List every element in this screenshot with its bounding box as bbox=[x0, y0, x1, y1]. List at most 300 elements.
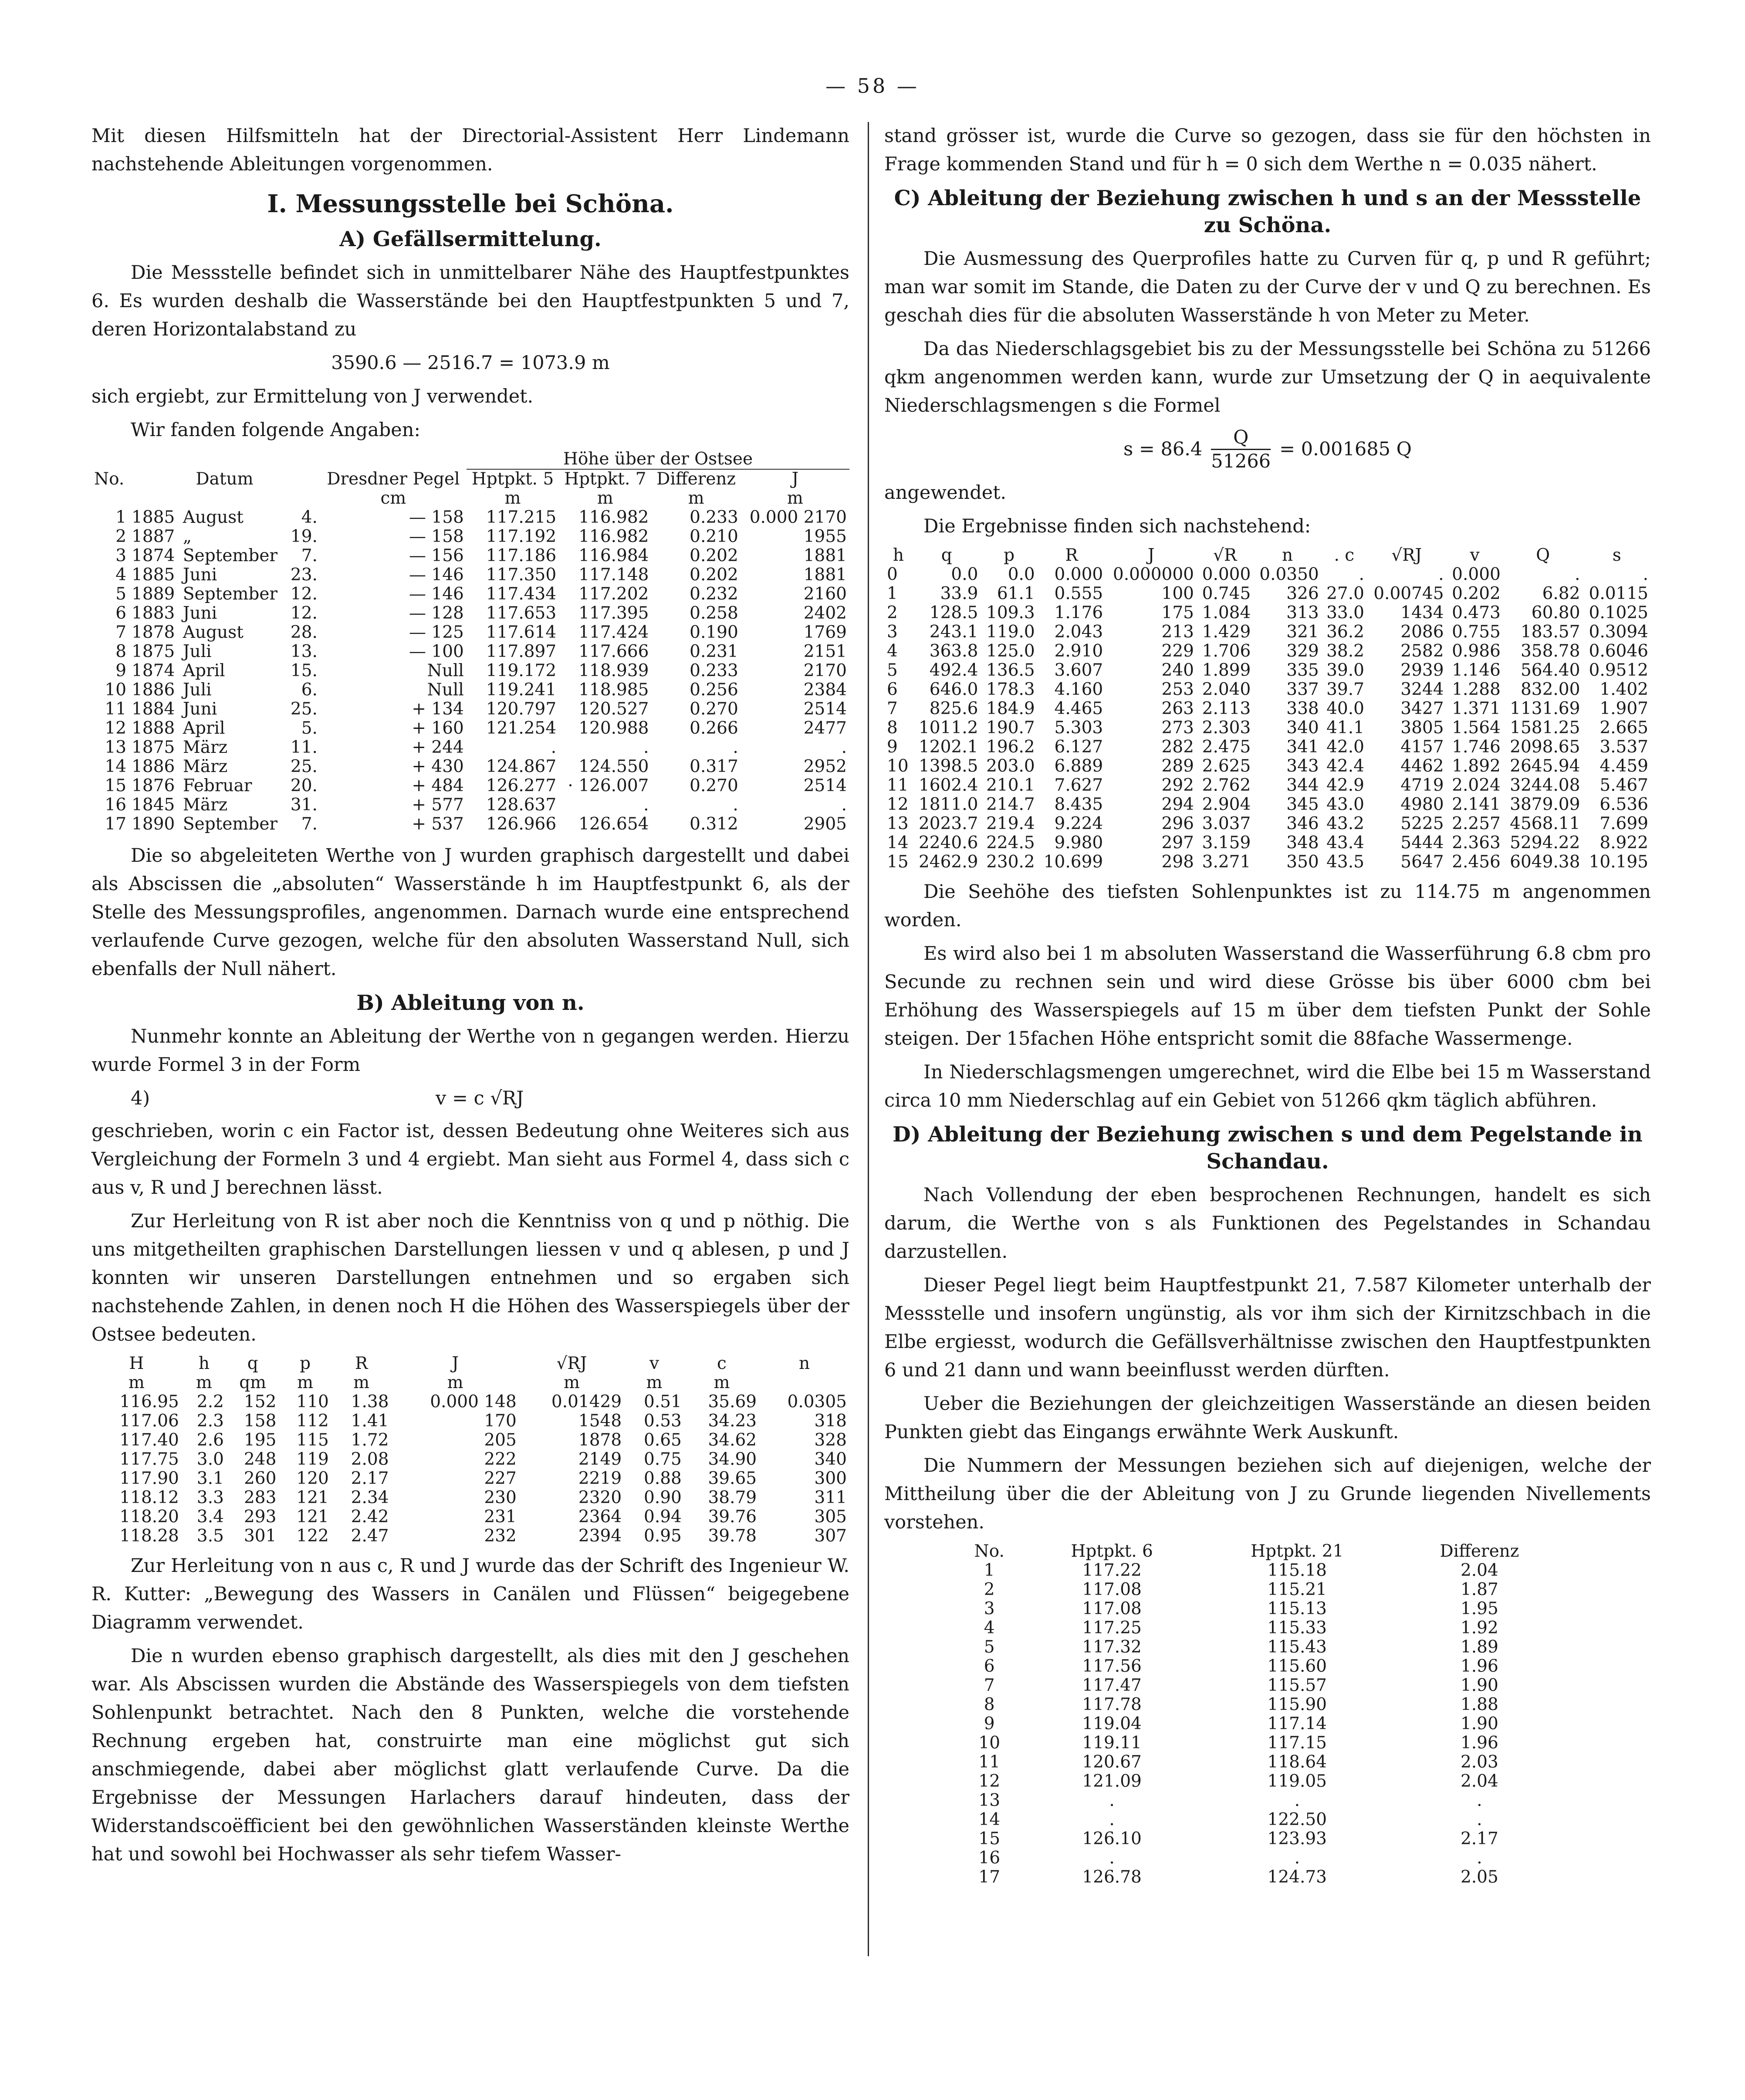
table-cell: 6. bbox=[301, 680, 318, 700]
table-cell: 17 bbox=[105, 814, 127, 834]
table-header: n bbox=[798, 1354, 810, 1373]
table-cell: 61.1 bbox=[997, 584, 1035, 603]
table-cell: 0.000 bbox=[1452, 565, 1501, 584]
table-cell: 2939 bbox=[1400, 660, 1444, 680]
table-row bbox=[91, 661, 849, 681]
table-cell: 9 bbox=[887, 737, 898, 757]
table-cell: 195 bbox=[243, 1430, 277, 1450]
table-cell: 0.3094 bbox=[1589, 622, 1648, 642]
table-cell: 116.982 bbox=[578, 508, 649, 527]
table-cell: 0.1025 bbox=[1589, 603, 1648, 623]
table-cell: 2.456 bbox=[1452, 852, 1501, 872]
table-cell: 42.9 bbox=[1326, 776, 1364, 795]
table-header: m bbox=[714, 1373, 730, 1392]
table-unit: m bbox=[597, 488, 613, 508]
table-cell: 329 bbox=[1286, 641, 1319, 661]
table-cell: 117.614 bbox=[486, 623, 557, 642]
table-cell: 5444 bbox=[1400, 833, 1444, 853]
table-cell: 214.7 bbox=[986, 795, 1035, 814]
table-cell: 5. bbox=[301, 718, 318, 738]
table-row bbox=[91, 1431, 849, 1450]
table-cell: September bbox=[183, 814, 278, 834]
table-cell: 0.986 bbox=[1452, 641, 1501, 661]
paragraph: Die so abgeleiteten Werthe von J wurden graphisch dargestellt und dabei als Abscissen die „absoluten“ Wasserstände h im Hauptfestpunkt 6, als der Stelle des Messungsprofiles, angenommen. Darnach wurde eine entsprechend verlaufende Curve gezogen, welche für den absoluten Wasserstand Null, sich ebenfalls der Null nähert. bbox=[91, 845, 849, 980]
table-cell: 119.172 bbox=[486, 661, 557, 681]
table-cell: März bbox=[183, 757, 228, 776]
table-row bbox=[954, 1849, 1564, 1868]
table-cell: 2160 bbox=[803, 584, 847, 604]
table-cell: 2.257 bbox=[1452, 814, 1501, 833]
table-cell: 338 bbox=[1286, 699, 1319, 718]
table-cell: 5.303 bbox=[1054, 718, 1103, 738]
table-cell: 0.000 2170 bbox=[749, 508, 847, 527]
table-cell: 10.699 bbox=[1043, 852, 1103, 872]
table-cell: 34.62 bbox=[708, 1430, 757, 1450]
table-cell: 117.08 bbox=[1082, 1580, 1142, 1599]
table-cell: 118.64 bbox=[1267, 1752, 1327, 1772]
table-row bbox=[91, 757, 849, 776]
table-row bbox=[884, 718, 1651, 738]
table-cell: Februar bbox=[183, 776, 252, 796]
table-unit: m bbox=[787, 488, 803, 508]
table-header: qm bbox=[239, 1373, 267, 1392]
table-row bbox=[91, 508, 849, 527]
table-cell: 4.160 bbox=[1054, 680, 1103, 699]
table-cell: 6.127 bbox=[1054, 737, 1103, 757]
table-cell: 122 bbox=[296, 1526, 329, 1546]
table-cell: 2.303 bbox=[1202, 718, 1251, 738]
table-cell: 2086 bbox=[1400, 622, 1444, 642]
table-cell: . bbox=[643, 795, 649, 815]
table-cell: + 577 bbox=[412, 795, 464, 815]
table-cell: 2.910 bbox=[1054, 641, 1103, 661]
table-cell: 115.43 bbox=[1267, 1637, 1327, 1657]
table-cell: 1.429 bbox=[1202, 622, 1251, 642]
table-cell: 229 bbox=[1161, 641, 1194, 661]
table-cell: 230 bbox=[484, 1488, 517, 1507]
table-cell: 2 bbox=[984, 1580, 995, 1599]
table-cell: 119.241 bbox=[486, 680, 557, 700]
table-cell: 117.424 bbox=[578, 623, 649, 642]
table-cell: 117.47 bbox=[1082, 1676, 1142, 1695]
table-cell: 832.00 bbox=[1520, 680, 1580, 699]
table-cell: 1.92 bbox=[1460, 1618, 1498, 1638]
table-row bbox=[954, 1734, 1564, 1753]
table-cell: — 156 bbox=[409, 546, 464, 566]
table-cell: 190.7 bbox=[986, 718, 1035, 738]
table-cell: 350 bbox=[1286, 852, 1319, 872]
table-cell: 35.69 bbox=[708, 1392, 757, 1412]
table-cell: 222 bbox=[484, 1450, 517, 1469]
table-row bbox=[884, 680, 1651, 699]
table-cell: 128.5 bbox=[929, 603, 978, 623]
table-cell: 3.159 bbox=[1202, 833, 1251, 853]
table-cell: 5 bbox=[115, 584, 127, 604]
table-cell: 39.7 bbox=[1326, 680, 1364, 699]
table-cell: 120.527 bbox=[578, 699, 649, 719]
table-row bbox=[91, 681, 849, 700]
table-cell: 3.3 bbox=[196, 1488, 224, 1507]
table-row bbox=[954, 1657, 1564, 1676]
table-cell: 2151 bbox=[803, 642, 847, 661]
table-cell: 1.95 bbox=[1460, 1599, 1498, 1619]
table-cell: . bbox=[1359, 565, 1364, 584]
table-cell: 3.607 bbox=[1054, 660, 1103, 680]
formula-right: = 0.001685 Q bbox=[1279, 438, 1412, 460]
table-cell: 232 bbox=[484, 1526, 517, 1546]
table-cell: 307 bbox=[814, 1526, 847, 1546]
table-cell: 0.231 bbox=[690, 642, 738, 661]
table-row bbox=[91, 1488, 849, 1507]
table-cell: 2.04 bbox=[1460, 1771, 1498, 1791]
table-cell: 2384 bbox=[803, 680, 847, 700]
table-row bbox=[954, 1753, 1564, 1772]
left-column bbox=[91, 122, 849, 1874]
table-cell: 25. bbox=[290, 757, 318, 776]
table-cell: 6049.38 bbox=[1510, 852, 1580, 872]
table-cell: 0.90 bbox=[644, 1488, 682, 1507]
table-cell: 2219 bbox=[578, 1469, 622, 1488]
table-cell: 3 bbox=[115, 546, 127, 566]
table-cell: 0.01429 bbox=[551, 1392, 622, 1412]
table-cell: 9 bbox=[115, 661, 127, 681]
table-cell: 294 bbox=[1161, 795, 1194, 814]
table-cell: 2.475 bbox=[1202, 737, 1251, 757]
table-cell: 0.0 bbox=[951, 565, 978, 584]
table-cell: 121 bbox=[296, 1507, 329, 1527]
table-cell: 117.32 bbox=[1082, 1637, 1142, 1657]
paragraph: geschrieben, worin c ein Factor ist, dessen Bedeutung ohne Weiteres sich aus Vergleichung der Formeln 3 und 4 ergiebt. Man sieht aus Formel 4, dass sich c aus v, R und J berechnen lässt. bbox=[91, 1120, 849, 1199]
table-cell: 1874 bbox=[132, 546, 175, 566]
formula-denominator: 51266 bbox=[1211, 450, 1271, 472]
table-cell: 125.0 bbox=[986, 641, 1035, 661]
table-cell: 43.4 bbox=[1326, 833, 1364, 853]
table-cell: 42.4 bbox=[1326, 756, 1364, 776]
table-cell: + 244 bbox=[412, 738, 464, 757]
table-cell: 2402 bbox=[803, 603, 847, 623]
table-header: √R bbox=[1213, 545, 1237, 565]
table-header: Dresdner Pegel bbox=[327, 469, 460, 489]
table-cell: 1874 bbox=[132, 661, 175, 681]
table-cell: 263 bbox=[1161, 699, 1194, 718]
table-cell: 1884 bbox=[132, 699, 175, 719]
table-cell: 0.000 bbox=[1202, 565, 1251, 584]
table-row bbox=[91, 604, 849, 623]
table-cell: 3879.09 bbox=[1510, 795, 1580, 814]
table-cell: 12 bbox=[978, 1771, 1001, 1791]
table-cell: 243.1 bbox=[929, 622, 978, 642]
table-cell: 2.762 bbox=[1202, 776, 1251, 795]
table-cell: 12. bbox=[290, 603, 318, 623]
table-header: R bbox=[1065, 545, 1078, 565]
table-cell: 205 bbox=[484, 1430, 517, 1450]
table-cell: 348 bbox=[1286, 833, 1319, 853]
table-cell: 115.21 bbox=[1267, 1580, 1327, 1599]
table-cell: 11. bbox=[290, 738, 318, 757]
table-cell: 4.465 bbox=[1054, 699, 1103, 718]
formula-fraction bbox=[1211, 426, 1271, 473]
table-row bbox=[954, 1791, 1564, 1810]
table-cell: 6 bbox=[984, 1656, 995, 1676]
table-cell: 2.625 bbox=[1202, 756, 1251, 776]
paragraph: In Niederschlagsmengen umgerechnet, wird die Elbe bei 15 m Wasserstand circa 10 mm Niederschlag auf ein Gebiet von 51266 qkm täglich abführen. bbox=[884, 1061, 1651, 1111]
table-cell: 38.79 bbox=[708, 1488, 757, 1507]
table-header: m bbox=[297, 1373, 314, 1392]
table-cell: 10 bbox=[978, 1733, 1001, 1753]
table-row bbox=[91, 642, 849, 661]
table-cell: . bbox=[643, 738, 649, 757]
table-cell: 33.9 bbox=[940, 584, 978, 603]
table-row bbox=[884, 699, 1651, 718]
table-cell: . bbox=[1575, 565, 1580, 584]
table-cell: 0.233 bbox=[690, 508, 738, 527]
table-cell: 2170 bbox=[803, 661, 847, 681]
table-row bbox=[884, 776, 1651, 795]
table-cell: 1886 bbox=[132, 680, 175, 700]
table-cell: 8.922 bbox=[1600, 833, 1648, 853]
table-header: m bbox=[563, 1373, 580, 1392]
table-cell: 0.9512 bbox=[1589, 660, 1648, 680]
table-cell: 2320 bbox=[578, 1488, 622, 1507]
table-pegel-comparison bbox=[954, 1542, 1564, 1887]
table-cell: 36.2 bbox=[1326, 622, 1364, 642]
table-cell: 0.202 bbox=[690, 546, 738, 566]
table-cell: „ bbox=[183, 527, 192, 546]
table-cell: 1.084 bbox=[1202, 603, 1251, 623]
table-cell: 6.536 bbox=[1600, 795, 1648, 814]
table-cell: 1.746 bbox=[1452, 737, 1501, 757]
table-cell: 0.317 bbox=[690, 757, 738, 776]
table-cell: 136.5 bbox=[986, 660, 1035, 680]
table-cell: 1 bbox=[984, 1561, 995, 1580]
table-cell: 117.06 bbox=[119, 1411, 179, 1431]
table-cell: 1011.2 bbox=[918, 718, 978, 738]
table-cell: 39.78 bbox=[708, 1526, 757, 1546]
table-cell: 119.11 bbox=[1082, 1733, 1142, 1753]
table-cell: 7. bbox=[301, 546, 318, 566]
table-cell: 118.28 bbox=[119, 1526, 179, 1546]
paragraph: Zur Herleitung von R ist aber noch die Kenntniss von q und p nöthig. Die uns mitgetheilten graphischen Darstellungen liessen v und q ablesen, p und J konnten wir unseren Darstellungen entnehmen und so ergaben sich nachstehende Zahlen, in denen noch H die Höhen des Wasserspiegels über der Ostsee bedeuten. bbox=[91, 1210, 849, 1345]
table-cell: 292 bbox=[1161, 776, 1194, 795]
table-cell: 119.04 bbox=[1082, 1714, 1142, 1734]
table-row bbox=[954, 1695, 1564, 1714]
table-cell: 344 bbox=[1286, 776, 1319, 795]
table-cell: 300 bbox=[814, 1469, 847, 1488]
table-cell: August bbox=[183, 508, 243, 527]
table-header: . c bbox=[1334, 545, 1355, 565]
table-cell: 118.12 bbox=[119, 1488, 179, 1507]
table-cell: September bbox=[183, 546, 278, 566]
table-header: Datum bbox=[196, 469, 254, 489]
table-cell: 1.892 bbox=[1452, 756, 1501, 776]
table-cell: 117.22 bbox=[1082, 1561, 1142, 1580]
table-cell: 1.907 bbox=[1600, 699, 1648, 718]
table-cell: 1.87 bbox=[1460, 1580, 1498, 1599]
table-cell: 0.0 bbox=[1008, 565, 1035, 584]
table-cell: 2.2 bbox=[196, 1392, 224, 1412]
table-cell: 321 bbox=[1286, 622, 1319, 642]
paragraph: angewendet. bbox=[884, 482, 1007, 504]
formula-numerator: Q bbox=[1211, 426, 1271, 450]
table-cell: 117.202 bbox=[578, 584, 649, 604]
table-cell: 0.256 bbox=[690, 680, 738, 700]
table-cell: 1881 bbox=[803, 546, 847, 566]
equation: v = c √RJ bbox=[436, 1087, 524, 1109]
table-cell: 0.202 bbox=[1452, 584, 1501, 603]
table-row bbox=[954, 1561, 1564, 1580]
table-cell: 4 bbox=[887, 641, 898, 661]
formula-s bbox=[884, 426, 1651, 473]
table-header: v bbox=[649, 1354, 659, 1373]
table-cell: 115.60 bbox=[1267, 1656, 1327, 1676]
table-row bbox=[954, 1619, 1564, 1638]
table-cell: 120.988 bbox=[578, 718, 649, 738]
table-cell: 260 bbox=[243, 1469, 277, 1488]
table-cell: 203.0 bbox=[986, 756, 1035, 776]
table-cell: 0.53 bbox=[644, 1411, 682, 1431]
table-cell: + 160 bbox=[412, 718, 464, 738]
table-cell: 120.67 bbox=[1082, 1752, 1142, 1772]
table-cell: 2 bbox=[115, 527, 127, 546]
section-title: I. Messungsstelle bei Schöna. bbox=[267, 190, 674, 218]
right-column bbox=[884, 122, 1651, 1887]
table-row bbox=[954, 1772, 1564, 1791]
table-cell: 0.51 bbox=[644, 1392, 682, 1412]
table-cell: 1.706 bbox=[1202, 641, 1251, 661]
table-cell: 213 bbox=[1161, 622, 1194, 642]
table-cell: 2905 bbox=[803, 814, 847, 834]
table-cell: 0.745 bbox=[1202, 584, 1251, 603]
table-cell: . bbox=[733, 738, 738, 757]
table-cell: 42.0 bbox=[1326, 737, 1364, 757]
table-cell: 8 bbox=[984, 1695, 995, 1714]
table-cell: 39.76 bbox=[708, 1507, 757, 1527]
subsection-c-title: C) Ableitung der Beziehung zwischen h und s an der Messstelle zu Schöna. bbox=[894, 186, 1641, 237]
table-cell: 1.88 bbox=[1460, 1695, 1498, 1714]
table-cell: 2.17 bbox=[351, 1469, 389, 1488]
table-cell: 4. bbox=[301, 508, 318, 527]
table-cell: · 126.007 bbox=[568, 776, 649, 796]
table-header: R bbox=[355, 1354, 368, 1373]
table-row bbox=[884, 642, 1651, 661]
table-cell: 3.4 bbox=[196, 1507, 224, 1527]
table-cell: 2514 bbox=[803, 699, 847, 719]
table-row bbox=[884, 738, 1651, 757]
table-cell: 11 bbox=[978, 1752, 1001, 1772]
table-cell: 345 bbox=[1286, 795, 1319, 814]
table-cell: 8 bbox=[115, 642, 127, 661]
table-cell: 1398.5 bbox=[918, 756, 978, 776]
table-row bbox=[91, 546, 849, 566]
table-cell: 224.5 bbox=[986, 833, 1035, 853]
table-cell: 1886 bbox=[132, 757, 175, 776]
table-cell: 25. bbox=[290, 699, 318, 719]
table-cell: 126.654 bbox=[578, 814, 649, 834]
paragraph: Da das Niederschlagsgebiet bis zu der Messungsstelle bei Schöna zu 51266 qkm angenommen werden kann, wurde zur Umsetzung der Q in aequivalente Niederschlagsmengen s die Formel bbox=[884, 338, 1651, 417]
table-cell: Null bbox=[427, 680, 464, 700]
table-cell: . bbox=[841, 795, 847, 815]
table-row bbox=[91, 776, 849, 796]
table-cell: 11 bbox=[105, 699, 127, 719]
table-cell: 1876 bbox=[132, 776, 175, 796]
table-cell: 3 bbox=[887, 622, 898, 642]
table-cell: 0.233 bbox=[690, 661, 738, 681]
table-unit: cm bbox=[380, 488, 406, 508]
table-cell: 7.627 bbox=[1054, 776, 1103, 795]
table-cell: September bbox=[183, 584, 278, 604]
table-cell: 41.1 bbox=[1326, 718, 1364, 738]
table-cell: 39.0 bbox=[1326, 660, 1364, 680]
table-cell: 123.93 bbox=[1267, 1829, 1327, 1849]
table-cell: März bbox=[183, 738, 228, 757]
table-cell: 2023.7 bbox=[918, 814, 978, 833]
table-cell: 118.939 bbox=[578, 661, 649, 681]
table-cell: 492.4 bbox=[929, 660, 978, 680]
table-cell: 1875 bbox=[132, 642, 175, 661]
table-cell: April bbox=[183, 718, 225, 738]
table-cell: 117.15 bbox=[1267, 1733, 1327, 1753]
table-cell: 117.350 bbox=[486, 565, 557, 585]
table-header: q bbox=[941, 545, 952, 565]
table-cell: 5225 bbox=[1400, 814, 1444, 833]
table-cell: 3.037 bbox=[1202, 814, 1251, 833]
table-cell: 3.271 bbox=[1202, 852, 1251, 872]
table-cell: 1878 bbox=[578, 1430, 622, 1450]
table-cell: 4 bbox=[984, 1618, 995, 1638]
table-cell: 2149 bbox=[578, 1450, 622, 1469]
table-cell: 117.434 bbox=[486, 584, 557, 604]
table-header: No. bbox=[94, 469, 125, 489]
table-cell: 273 bbox=[1161, 718, 1194, 738]
table-cell: 1131.69 bbox=[1510, 699, 1580, 718]
table-cell: 1890 bbox=[132, 814, 175, 834]
table-cell: 3 bbox=[984, 1599, 995, 1619]
table-cell: 1202.1 bbox=[918, 737, 978, 757]
table-row bbox=[884, 584, 1651, 603]
table-cell: 3427 bbox=[1400, 699, 1444, 718]
table-cell: 230.2 bbox=[986, 852, 1035, 872]
table-cell: + 134 bbox=[412, 699, 464, 719]
table-cell: 1.146 bbox=[1452, 660, 1501, 680]
table-header: Hptpkt. 21 bbox=[1251, 1541, 1344, 1561]
table-group-header: Höhe über der Ostsee bbox=[467, 450, 849, 469]
table-cell: 340 bbox=[814, 1450, 847, 1469]
table-cell: 1.38 bbox=[351, 1392, 389, 1412]
table-cell: 126.78 bbox=[1082, 1867, 1142, 1887]
table-cell: 12 bbox=[887, 795, 909, 814]
table-cell: — 158 bbox=[409, 508, 464, 527]
table-cell: 117.653 bbox=[486, 603, 557, 623]
table-cell: 43.2 bbox=[1326, 814, 1364, 833]
table-cell: 2477 bbox=[803, 718, 847, 738]
table-cell: 121.09 bbox=[1082, 1771, 1142, 1791]
table-header: Hptpkt. 7 bbox=[564, 469, 646, 489]
table-cell: . bbox=[1477, 1791, 1482, 1810]
table-cell: 23. bbox=[290, 565, 318, 585]
table-header: H bbox=[129, 1354, 144, 1373]
table-cell: 296 bbox=[1161, 814, 1194, 833]
table-cell: 0.202 bbox=[690, 565, 738, 585]
table-header: m bbox=[128, 1373, 145, 1392]
table-cell: 10 bbox=[887, 756, 909, 776]
table-cell: 7 bbox=[115, 623, 127, 642]
table-cell: 1 bbox=[115, 508, 127, 527]
table-cell: 2952 bbox=[803, 757, 847, 776]
table-cell: 16 bbox=[978, 1848, 1001, 1868]
table-cell: 43.0 bbox=[1326, 795, 1364, 814]
table-cell: 128.637 bbox=[486, 795, 557, 815]
table-cell: 1885 bbox=[132, 508, 175, 527]
